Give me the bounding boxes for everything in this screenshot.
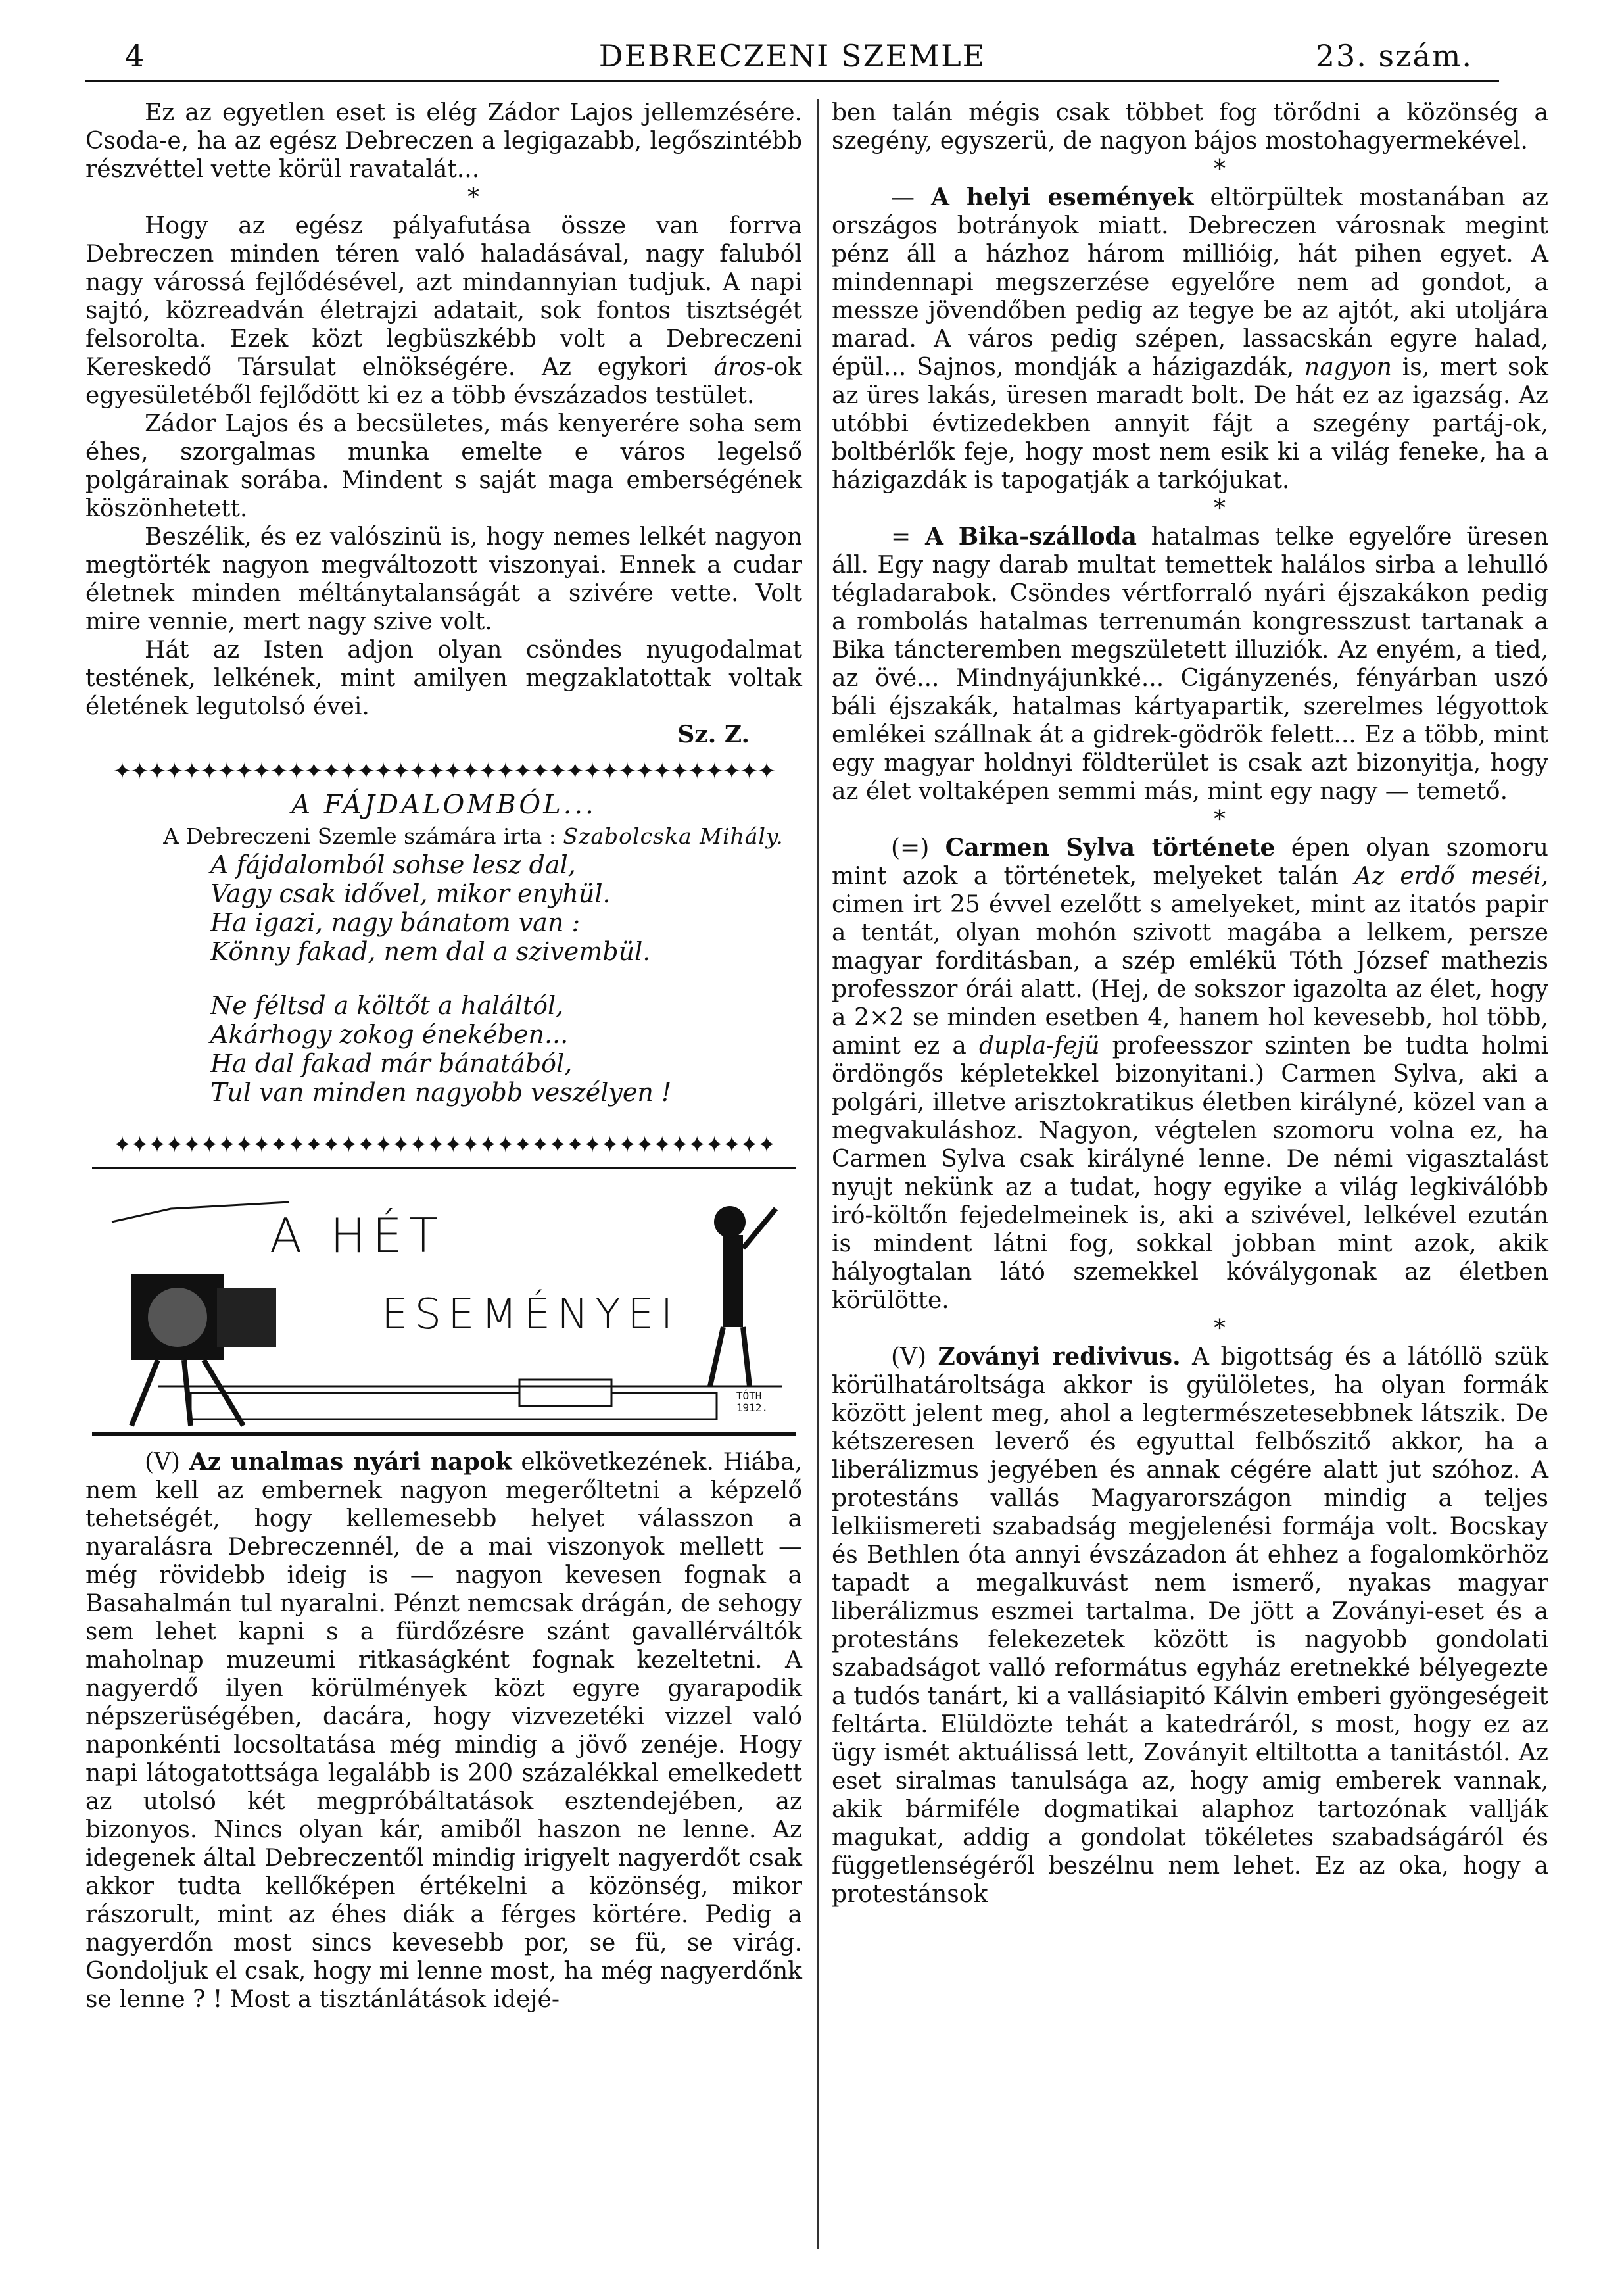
paragraph: — A helyi események eltörpültek mostanában az országos botrányok miatt. Debreczen városnak megint pénz áll a házhoz három millióig, hát pihen egyet. A mindennapi megszerzése egyelőre nem ad gondot, a messze jövendőben pedig az tegye be az ajtót, aki utoljára marad. A város pedig szépen, lassacskán egyre halad, épül... Sajnos, mondják a házigazdák, nagyon is, mert sok az üres lakás, üresen maradt bolt. De hát ez az igazság. Az utóbbi évtizedekben annyit fájt a szegény partáj-ok, boltbérlők feje, hogy most nem esik ki a világ feneke, ha a házigazdák is tapogatják a tarkójukat.	[832, 183, 1548, 494]
poem-byline: A Debreczeni Szemle számára irta : Szabolcska Mihály.	[163, 823, 784, 849]
column-divider	[817, 99, 819, 2249]
banner-heading-line2: ESEMÉNYEI	[381, 1290, 680, 1339]
issue-number: 23. szám.	[1315, 38, 1473, 74]
header-rule	[85, 80, 1499, 82]
paragraph: (V) Az unalmas nyári napok elkövetkezének. Hiába, nem kell az embernek nagyon megerőltetni a képzelő tehetségét, hogy kellemesebb helyet válasszon a nyaralásra Debreczennél, de a mai viszonyok mellett — még rövidebb ideig is — nagyon kevesen fognak a Basahalmán tul nyaralni. Pénzt nemcsak drágán, de sehogy sem lehet kapni s a fürdőzésre szánt gavallérváltók maholnap muzeumi ritkaságként fognak kezeltetni. A nagyerdő ilyen körülmények közt egyre gyarapodik népszerüségében, dacára, hogy vizvezetéki vizzel való naponkénti locsoltatása még mindig a jövő zenéje. Hogy napi látogatottsága legalább is 200 százalékkal emelkedett az utolsó két megpróbáltatások esztendejében, az bizonyos. Nincs olyan kár, amiből haszon ne lenne. Az idegenek által Debreczentől mindig irigyelt nagyerdőt csak akkor tudta kellőképen értékelni a közönség, mikor rászorult, mint az éhes diák a férges körtére. Pedig a nagyerdőn most sincs kevesebb por, se fü, se virág. Gondoljuk el csak, hogy mi lenne most, ha még nagyerdőnk se lenne ? ! Most a tisztánlátások idejé-	[85, 1448, 803, 2013]
poem-stanza-1	[210, 850, 802, 966]
banner-heading-line1: A HÉT	[270, 1208, 444, 1263]
page-number: 4	[125, 38, 146, 74]
separator-star: *	[1214, 1315, 1226, 1342]
paragraph: Hát az Isten adjon olyan csöndes nyugodalmat testének, lelkének, mint amilyen megzaklatottak voltak életének legutolsó évei.	[85, 637, 802, 720]
poem-line: Tul van minden nagyobb veszélyen !	[210, 1078, 672, 1107]
separator-star: *	[1214, 156, 1226, 183]
poem-line: Ha dal fakad már bánatából,	[210, 1049, 573, 1078]
left-column	[85, 99, 802, 2014]
paragraph: Zádor Lajos és a becsületes, más kenyerére soha sem éhes, szorgalmas munka emelte e város legelső polgárainak sorába. Mindent s saját maga emberségének köszönhetett.	[85, 410, 802, 522]
illustrator-signature: TÓTH 1912.	[736, 1390, 768, 1414]
ornament-divider: ✦✦✦✦✦✦✦✦✦✦✦✦✦✦✦✦✦✦✦✦✦✦✦✦✦✦✦✦✦✦✦✦✦✦✦✦✦✦	[112, 758, 775, 785]
paragraph: ben talán mégis csak többet fog törődni a közönség a szegény, egyszerü, de nagyon bájos mostohagyermekével.	[832, 99, 1548, 155]
poem-line: Vagy csak idővel, mikor enyhül.	[210, 879, 611, 908]
poem-line: Akárhogy zokog énekében...	[210, 1020, 569, 1049]
separator-star: *	[1214, 495, 1226, 522]
right-column	[832, 99, 1548, 1908]
poem-line: Könny fakad, nem dal a szivembül.	[210, 937, 651, 966]
poem-line: A fájdalomból sohse lesz dal,	[210, 850, 576, 879]
separator-star: *	[1214, 806, 1226, 833]
paragraph: (=) Carmen Sylva története épen olyan szomoru mint azok a történetek, melyeket talán Az erdő meséi, cimen irt 25 évvel ezelőtt s amelyeket, mint az itatós papir a tentát, olyan mohón szivott magába a lelkem, persze magyar forditásban, a szép emlékü Tóth József mathezis professzor órái alatt. (Hej, de sokszor igazolta az élet, hogy a 2×2 se minden esetben 4, hanem hol kevesebb, hol több, amint ez a dupla-fejü profeesszor szinten be tudta holmi ördöngős képletekkel bizonyitani.) Carmen Sylva, aki a polgári, illetve arisztokratikus életben királyné, közel van a megvakuláshoz. Nagyon, végtelen szomoru volna ez, ha Carmen Sylva csak királyné lenne. De némi vigasztalást nyujt nekünk az a tudat, hogy egyike a világ legkiválóbb iró-költőn fejedelmeinek is, aki a szivével, lelkével ezután is mindent látni fog, sokkal jobban mint azok, akik hályogtalan látó szemekkel kóválygonak az életben körülötte.	[832, 834, 1549, 1314]
masthead-title: DEBRECZENI SZEMLE	[598, 38, 986, 74]
separator-star: *	[467, 184, 479, 211]
poem-title: A FÁJDALOMBÓL...	[291, 790, 596, 820]
ornament-divider: ✦✦✦✦✦✦✦✦✦✦✦✦✦✦✦✦✦✦✦✦✦✦✦✦✦✦✦✦✦✦✦✦✦✦✦✦✦✦	[112, 1132, 775, 1158]
paragraph: = A Bika-szálloda hatalmas telke egyelőre üresen áll. Egy nagy darab multat temettek halálos sirba a lehulló tégladarabok. Csöndes vértforraló nyári éjszakákon pedig a rombolás hatalmas terrenumán kongresszust tartanak a Bika táncteremben megszületett illuziók. Az enyém, a tied, az övé... Mindnyájunkké... Cigányzenés, fényárban uszó báli éjszakák, hatalmas kártyapartik, szerelmes légyottok emlékei szállnak át a gidrek-gödrök felett... Ez a több, mint egy magyar holdnyi földterület is csak azt bizonyitja, hogy az élet voltaképen semmi más, mint egy nagy — temető.	[832, 523, 1549, 805]
page-header	[85, 38, 1499, 78]
author-signature: Sz. Z.	[677, 721, 750, 748]
poem-stanza-2	[210, 991, 802, 1107]
poem-line: Ha igazi, nagy bánatom van :	[210, 908, 581, 937]
paragraph: Beszélik, és ez valószinü is, hogy nemes lelkét nagyon megtörték nagyon megváltozott viszonyai. Ennek a cudar életnek minden méltánytalanságát a szivére vette. Volt mire vennie, mert nagy szive volt.	[85, 523, 802, 635]
paragraph: (V) Zoványi redivivus. A bigottság és a látóllö szük körülhatároltsága akkor is gyülöletes, ha olyan formák között jelent meg, ahol a legtermészetesebbnek látszik. De kétszeresen leverő és egyuttal felbőszitő akkor, ha a liberálizmus jegyében és annak cégére alatt jut szóhoz. A protestáns vallás Magyarországon mindig a teljes lelkiismereti szabadság megjelenési formája volt. Bocskay és Bethlen óta annyi évszázadon át ehhez a fogalomkörhöz tapadt a megalkuvást nem ismerő, nyakas magyar liberálizmus eszmei tartalma. De jött a Zoványi-eset és a protestáns felekezetek között is nagyobb gondolati szabadságot valló református egyház eretnekké bélyegezte a tudós tanárt, ki a vallásiapitó Kálvin emberi gyöngeségeit feltárta. Elüldözte tehát a katedráról, s most, hogy ez az ügy ismét aktuálissá lett, Zoványit eltiltotta a tanitástól. Az eset siralmas tanulsága az, hogy amig emberek vannak, akik bármiféle dogmatikai alaphoz tartozónak vallják magukat, addig a gondolat tökéletes szabadságáról és függetlenségéről beszélnu nem lehet. Ez az oka, hogy a protestánsok	[832, 1343, 1549, 1908]
paragraph: Hogy az egész pályafutása össze van forrva Debreczen minden téren való haladásával, nagy faluból nagy várossá fejlődésével, azt mindannyian tudjuk. A napi sajtó, közreadván életrajzi adatait, sok fontos tisztségét felsorolta. Ezek közt legbüszkébb volt a Debreczeni Kereskedő Társulat elnökségére. Az egykori áros-ok egyesületéből fejlődött ki ez a több évszázados testület.	[85, 212, 802, 409]
paragraph: Ez az egyetlen eset is elég Zádor Lajos jellemzésére. Csoda-e, ha az egész Debreczen a legigazabb, legőszintébb részvéttel vette körül ravatalát...	[85, 99, 802, 183]
section-banner	[92, 1167, 796, 1436]
poem-line: Ne féltsd a költőt a haláltól,	[210, 991, 564, 1020]
